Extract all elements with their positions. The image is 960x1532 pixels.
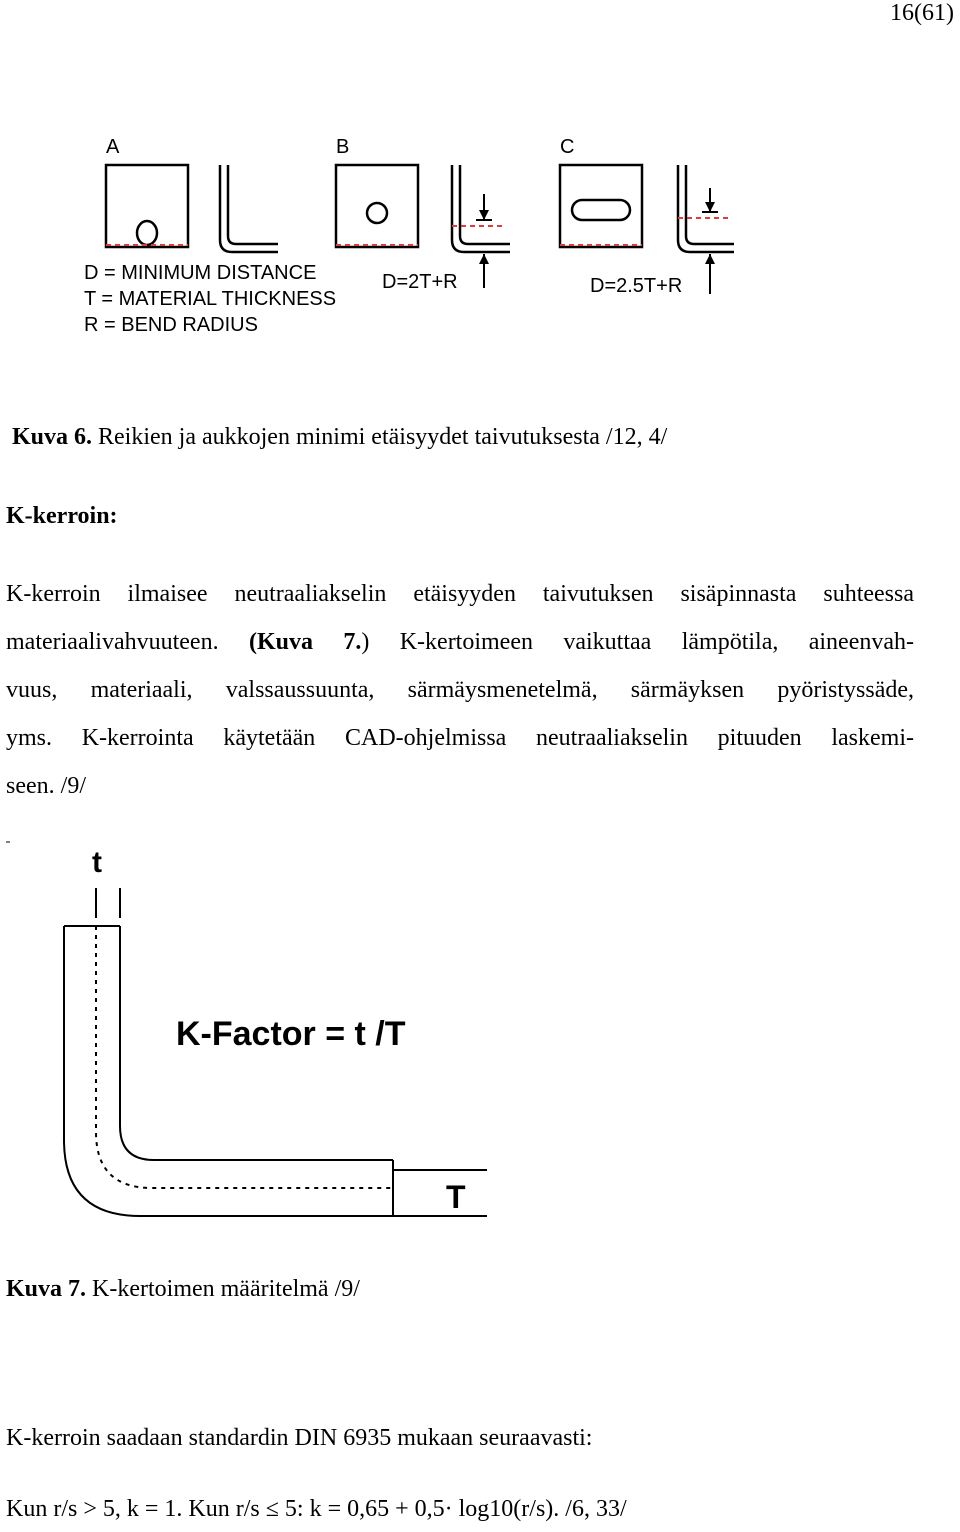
figure-6-formula-c: D=2.5T+R (590, 275, 683, 297)
paragraph-line-1: K-kerroin ilmaisee neutraaliakselin etäisyyden taivutuksen sisäpinnasta suhteessa (6, 581, 914, 607)
paragraph-line-4: yms. K-kerrointa käytetään CAD-ohjelmissa neutraaliakselin pituuden laskemi- (6, 725, 914, 751)
figure-6-formula-b: D=2T+R (382, 271, 458, 293)
paragraph-line-3: vuus, materiaali, valssaussuunta, särmäysmenetelmä, särmäyksen pyöristyssäde, (6, 677, 914, 703)
figure-6-bend-hole-diagram (78, 128, 758, 348)
figure-7-caption-text: K-kertoimen määritelmä /9/ (86, 1276, 360, 1302)
body-paragraph (6, 570, 914, 810)
page-number: 16(61) (890, 0, 954, 26)
paragraph-line-2 (6, 618, 914, 666)
figure-6-caption-text: Reikien ja aukkojen minimi etäisyydet taivutuksesta /12, 4/ (92, 424, 668, 450)
figure-6-legend-t: T = MATERIAL THICKNESS (84, 288, 337, 310)
figure-6-legend-r: R = BEND RADIUS (84, 314, 258, 336)
figure-7-formula: K-Factor = t /T (176, 1015, 406, 1053)
figure-6-legend-d: D = MINIMUM DISTANCE (84, 262, 317, 284)
figure-6-label-a: A (106, 136, 120, 158)
figure-6-caption (12, 424, 667, 451)
figure-6-label-b: B (336, 136, 350, 158)
k-factor-formula-text: Kun r/s > 5, k = 1. Kun r/s ≤ 5: k = 0,65 + 0,5· log10(r/s). /6, 33/ (6, 1496, 627, 1522)
standard-text: K-kerroin saadaan standardin DIN 6935 mukaan seuraavasti: (6, 1425, 593, 1451)
figure-6-label-c: C (560, 136, 575, 158)
figure-7-reference: (Kuva 7. (248, 629, 362, 655)
figure-7-k-factor-diagram (0, 830, 500, 1230)
figure-7-caption-label: Kuva 7. (6, 1276, 87, 1302)
section-heading: K-kerroin: (6, 503, 118, 529)
paragraph-line-5: seen. /9/ (6, 773, 86, 799)
figure-7-t-label: t (92, 846, 102, 879)
paragraph-line-2-end: ) K-kertoimeen vaikuttaa lämpötila, aineenvah- (361, 629, 914, 655)
paragraph-line-2-start: materiaalivahvuuteen. (6, 629, 249, 655)
figure-7-T-label: T (446, 1179, 466, 1215)
figure-6-caption-label: Kuva 6. (12, 424, 93, 450)
figure-7-caption (6, 1276, 360, 1303)
